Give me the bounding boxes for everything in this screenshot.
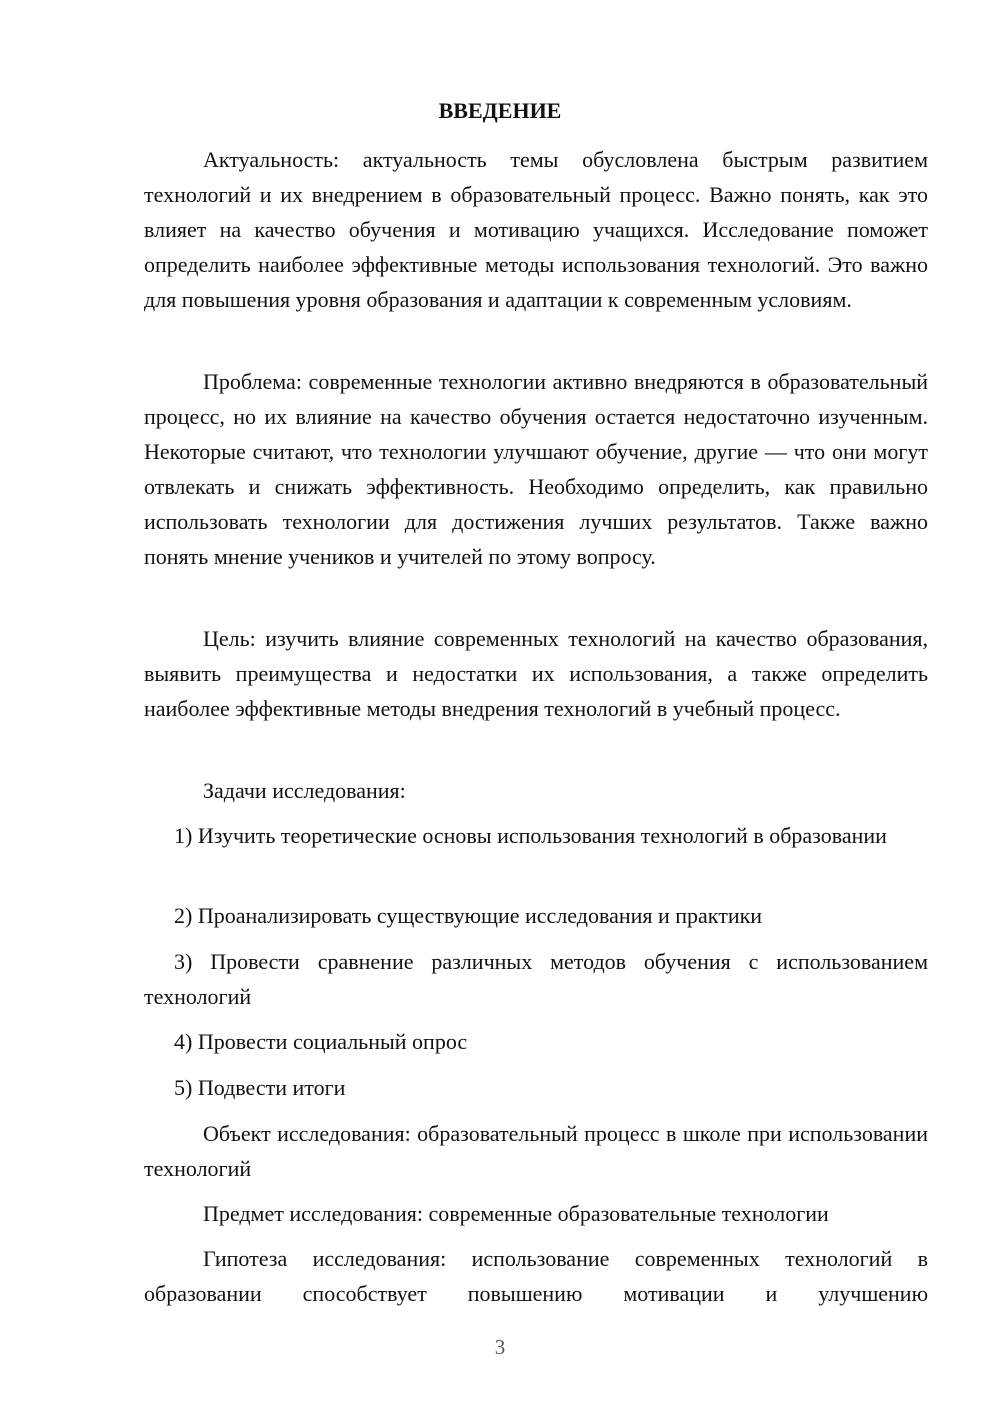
object-paragraph: Объект исследования: образовательный процесс в школе при использовании технологий	[144, 1121, 928, 1181]
hypothesis-paragraph: Гипотеза исследования: использование современных технологий в образовании способствует повышению мотивации и улучшению	[144, 1246, 928, 1306]
task-item-5: 5) Подвести итоги	[174, 1075, 346, 1100]
task-item-2: 2) Проанализировать существующие исследования и практики	[174, 903, 763, 928]
task-item-3: 3) Провести сравнение различных методов обучения с использованием технологий	[144, 949, 928, 1009]
tasks-heading: Задачи исследования:	[203, 778, 406, 803]
task-item-1: 1) Изучить теоретические основы использования технологий в образовании	[174, 823, 887, 848]
relevance-paragraph: Актуальность: актуальность темы обусловлена быстрым развитием технологий и их внедрением в образовательный процесс. Важно понять, как это влияет на качество обучения и мотивацию учащихся. Исследование поможет определить наиболее эффективные методы использования технологий. Это важно для повышения уровня образования и адаптации к современным условиям.	[144, 147, 928, 312]
task-item-4: 4) Провести социальный опрос	[174, 1029, 468, 1054]
section-heading: ВВЕДЕНИЕ	[438, 98, 562, 123]
goal-paragraph: Цель: изучить влияние современных технологий на качество образования, выявить преимущества и недостатки их использования, а также определить наиболее эффективные методы внедрения технологий в учебный процесс.	[144, 626, 928, 721]
problem-paragraph: Проблема: современные технологии активно внедряются в образовательный процесс, но их влияние на качество обучения остается недостаточно изученным. Некоторые считают, что технологии улучшают обучение, другие — что они могут отвлекать и снижать эффективность. Необходимо определить, как правильно использовать технологии для достижения лучших результатов. Также важно понять мнение учеников и учителей по этому вопросу.	[144, 369, 928, 569]
page-number: 3	[494, 1335, 506, 1359]
subject-paragraph: Предмет исследования: современные образовательные технологии	[203, 1201, 829, 1226]
